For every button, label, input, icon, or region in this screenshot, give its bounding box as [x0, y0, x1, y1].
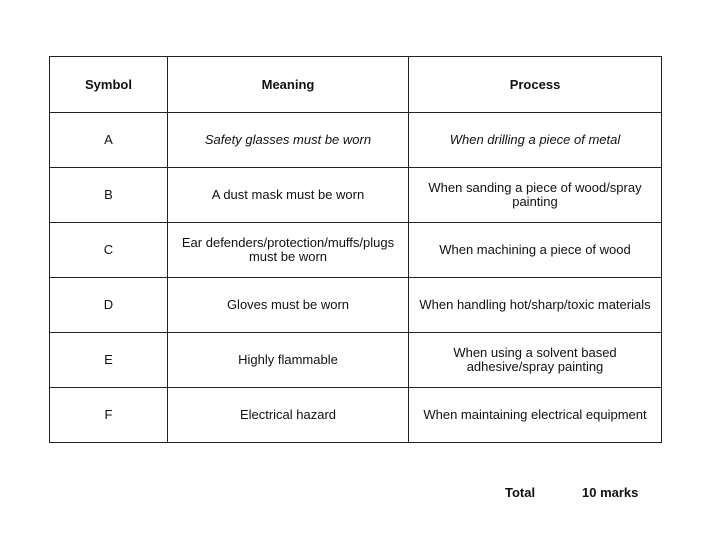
meaning-cell: Gloves must be worn: [168, 278, 409, 333]
table-row: [50, 388, 662, 443]
header-process: Process: [409, 57, 662, 113]
header-symbol: Symbol: [50, 57, 168, 113]
table-row: [50, 333, 662, 388]
table-row: [50, 223, 662, 278]
table-header-row: [50, 57, 662, 113]
table-row: [50, 278, 662, 333]
table-row: [50, 113, 662, 168]
process-cell: When drilling a piece of metal: [409, 113, 662, 168]
marks-label: 10 marks: [582, 485, 639, 500]
meaning-cell: Electrical hazard: [168, 388, 409, 443]
meaning-cell: Ear defenders/protection/muffs/plugs must be worn: [168, 223, 409, 278]
symbols-table: [49, 56, 662, 443]
meaning-cell: Highly flammable: [168, 333, 409, 388]
symbol-cell: F: [50, 388, 168, 443]
total-label: Total: [505, 485, 536, 500]
symbol-cell: D: [50, 278, 168, 333]
symbol-cell: B: [50, 168, 168, 223]
symbol-cell: E: [50, 333, 168, 388]
header-meaning: Meaning: [168, 57, 409, 113]
process-cell: When using a solvent based adhesive/spray painting: [409, 333, 662, 388]
symbol-cell: A: [50, 113, 168, 168]
process-cell: When machining a piece of wood: [409, 223, 662, 278]
process-cell: When maintaining electrical equipment: [409, 388, 662, 443]
meaning-cell: A dust mask must be worn: [168, 168, 409, 223]
process-cell: When sanding a piece of wood/spray painting: [409, 168, 662, 223]
meaning-cell: Safety glasses must be worn: [168, 113, 409, 168]
symbol-cell: C: [50, 223, 168, 278]
table-row: [50, 168, 662, 223]
process-cell: When handling hot/sharp/toxic materials: [409, 278, 662, 333]
